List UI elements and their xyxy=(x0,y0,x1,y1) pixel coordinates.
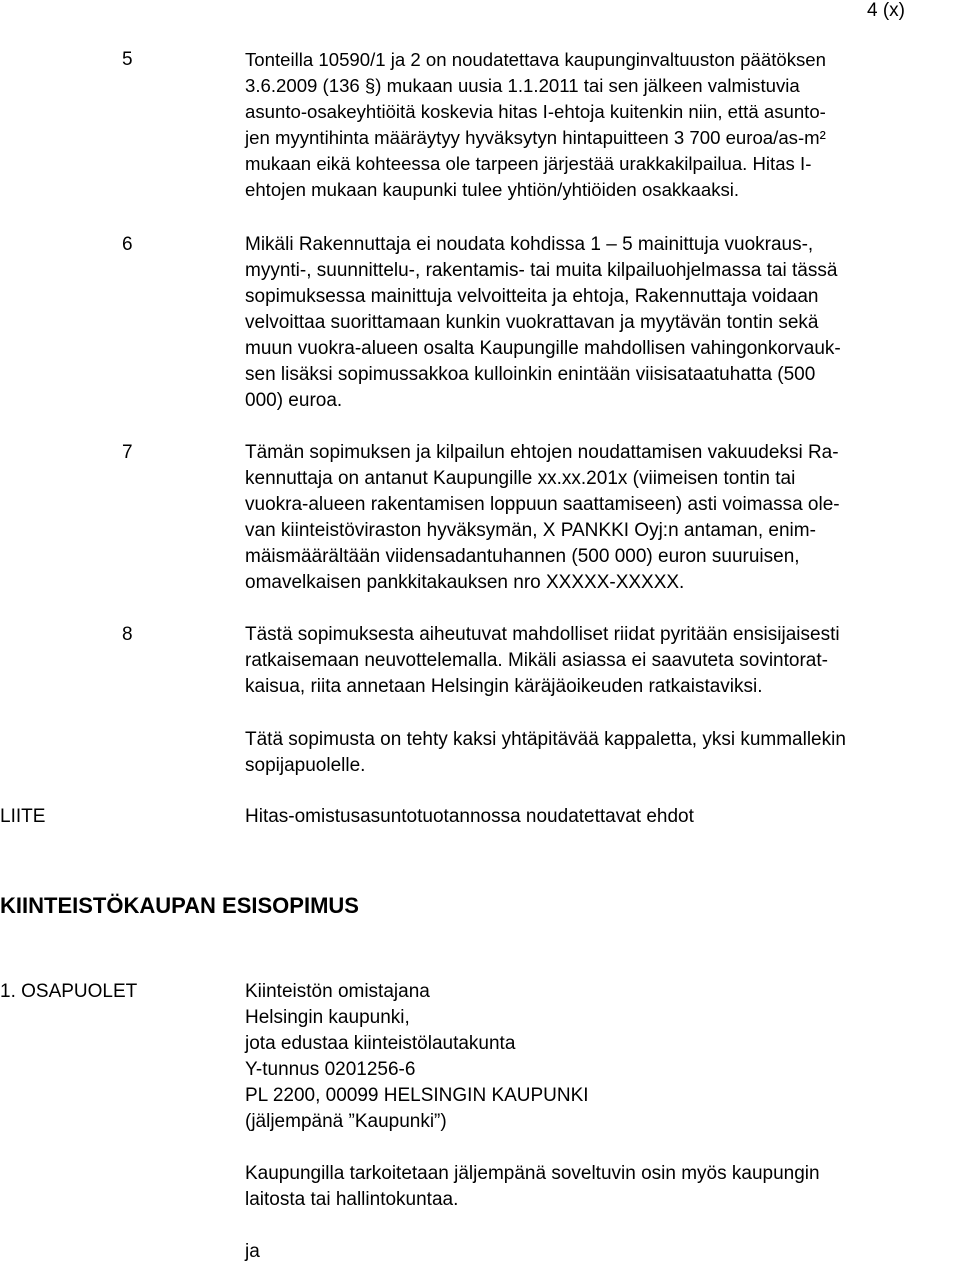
text-line: Tämän sopimuksen ja kilpailun ehtojen noudattamisen vakuudeksi Ra- xyxy=(245,442,839,463)
text-line: 3.6.2009 (136 §) mukaan uusia 1.1.2011 tai sen jälkeen valmistuvia xyxy=(245,75,800,96)
text-line: Tätä sopimusta on tehty kaksi yhtäpitävää kappaletta, yksi kummallekin xyxy=(245,729,846,750)
text-line: jen myyntihinta määräytyy hyväksytyn hintapuitteen 3 700 euroa/as-m² xyxy=(245,127,826,148)
conjunction: ja xyxy=(245,1241,260,1262)
text-line: ehtojen mukaan kaupunki tulee yhtiön/yhtiöiden osakkaaksi. xyxy=(245,179,740,200)
liite-label: LIITE xyxy=(0,806,46,827)
text-line: sen lisäksi sopimussakkoa kulloinkin enintään viisisataatuhatta (500 xyxy=(245,364,816,385)
text-line: laitosta tai hallintokuntaa. xyxy=(245,1189,459,1210)
text-line: Helsingin kaupunki, xyxy=(245,1007,410,1028)
page-number: 4 (x) xyxy=(867,0,905,21)
section-number: 7 xyxy=(122,442,133,463)
text-line: PL 2200, 00099 HELSINGIN KAUPUNKI xyxy=(245,1085,589,1106)
owner-block xyxy=(245,979,589,1135)
text-line: Kiinteistön omistajana xyxy=(245,981,430,1002)
text-line: kennuttaja on antanut Kaupungille xx.xx.201x (viimeisen tontin tai xyxy=(245,468,796,489)
text-line: van kiinteistöviraston hyväksymän, X PANKKI Oyj:n antaman, enim- xyxy=(245,520,816,541)
text-line: omavelkaisen pankkitakauksen nro XXXXX-XXXXX. xyxy=(245,572,685,593)
text-line: 000) euroa. xyxy=(245,390,343,411)
text-line: sopijapuolelle. xyxy=(245,755,366,776)
section-8-text xyxy=(245,622,840,700)
section-7-text xyxy=(245,440,840,596)
text-line: velvoittaa suorittamaan kunkin vuokrattavan ja myytävän tontin sekä xyxy=(245,312,819,333)
text-line: Kaupungilla tarkoitetaan jäljempänä soveltuvin osin myös kaupungin xyxy=(245,1163,820,1184)
text-line: mukaan eikä kohteessa ole tarpeen järjestää urakkakilpailua. Hitas I- xyxy=(245,153,812,174)
text-line: myynti-, suunnittelu-, rakentamis- tai muita kilpailuohjelmassa tai tässä xyxy=(245,260,838,281)
text-line: muun vuokra-alueen osalta Kaupungille mahdollisen vahingonkorvauk- xyxy=(245,338,841,359)
text-line: vuokra-alueen rakentamisen loppuun saattamiseen) asti voimassa ole- xyxy=(245,494,840,515)
liite-text: Hitas-omistusasuntotuotannossa noudatettavat ehdot xyxy=(245,806,694,827)
owner-note xyxy=(245,1161,820,1213)
section-number: 5 xyxy=(122,49,133,70)
text-line: sopimuksessa mainittuja velvoitteita ja ehtoja, Rakennuttaja voidaan xyxy=(245,286,819,307)
text-line: mäismäärältään viidensadantuhannen (500 000) euron suuruisen, xyxy=(245,546,800,567)
text-line: jota edustaa kiinteistölautakunta xyxy=(245,1033,516,1054)
text-line: kaisua, riita annetaan Helsingin käräjäoikeuden ratkaistaviksi. xyxy=(245,676,763,697)
closing-paragraph xyxy=(245,727,846,779)
text-line: Y-tunnus 0201256-6 xyxy=(245,1059,416,1080)
section-number: 8 xyxy=(122,624,133,645)
parties-label: 1. OSAPUOLET xyxy=(0,981,138,1002)
text-line: Tästä sopimuksesta aiheutuvat mahdolliset riidat pyritään ensisijaisesti xyxy=(245,624,840,645)
document-heading: KIINTEISTÖKAUPAN ESISOPIMUS xyxy=(0,893,359,918)
text-line: (jäljempänä ”Kaupunki”) xyxy=(245,1111,447,1132)
text-line: asunto-osakeyhtiöitä koskevia hitas I-ehtoja kuitenkin niin, että asunto- xyxy=(245,101,826,122)
text-line: ratkaisemaan neuvottelemalla. Mikäli asiassa ei saavuteta sovintorat- xyxy=(245,650,828,671)
text-line: Tonteilla 10590/1 ja 2 on noudatettava kaupunginvaltuuston päätöksen xyxy=(245,49,826,70)
text-line: Mikäli Rakennuttaja ei noudata kohdissa 1 – 5 mainittuja vuokraus-, xyxy=(245,234,814,255)
section-number: 6 xyxy=(122,234,133,255)
section-5-text xyxy=(245,47,826,203)
section-6-text xyxy=(245,232,841,414)
